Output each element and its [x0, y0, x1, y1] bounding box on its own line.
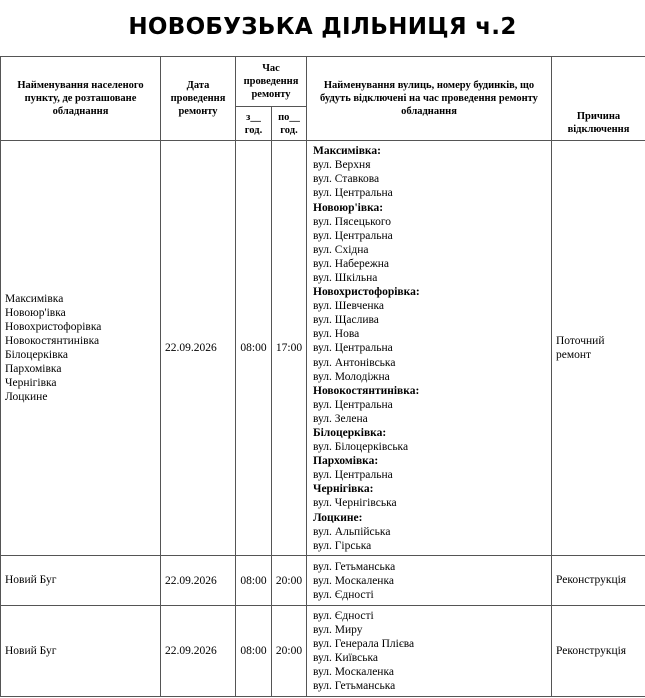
settlement-cell	[1, 606, 161, 697]
settlement-name: Новоюр'івка	[5, 306, 66, 319]
time-to-cell: 20:00	[272, 606, 307, 697]
street-name: вул. Ставкова	[313, 173, 380, 186]
locality-heading: Лоцкине:	[313, 511, 363, 524]
street-name: вул. Щаслива	[313, 314, 379, 327]
street-name: вул. Москаленка	[313, 666, 394, 679]
date-cell: 22.09.2026	[161, 606, 236, 697]
header-streets: Найменування вулиць, номеру будинків, що будуть відключені на час проведення ремонту обладнання	[307, 57, 552, 141]
locality-heading: Новокостянтинівка:	[313, 384, 420, 397]
street-name: вул. Київська	[313, 652, 379, 665]
time-from-cell: 08:00	[236, 556, 272, 606]
settlement-name: Лоцкине	[5, 391, 48, 404]
street-name: вул. Центральна	[313, 469, 393, 482]
locality-heading: Новоюр'івка:	[313, 201, 384, 214]
time-to-cell: 17:00	[272, 141, 307, 556]
street-name: вул. Східна	[313, 243, 369, 256]
table-row	[1, 556, 645, 606]
header-reason: Причина відключення	[552, 107, 645, 141]
street-name: вул. Шкільна	[313, 271, 378, 284]
street-name: вул. Антонівська	[313, 356, 396, 369]
street-name: вул. Шевченка	[313, 300, 385, 313]
time-to-cell: 20:00	[272, 556, 307, 606]
settlement-name: Новий Буг	[5, 574, 57, 587]
settlement-name: Новохристофорівка	[5, 320, 102, 333]
streets-cell	[307, 606, 552, 697]
street-name: вул. Центральна	[313, 187, 393, 200]
street-name: вул. Чернігівська	[313, 497, 397, 510]
settlement-cell	[1, 556, 161, 606]
locality-heading: Пархомівка:	[313, 455, 379, 468]
streets-cell	[307, 141, 552, 556]
table-row	[1, 606, 645, 697]
table-row	[1, 141, 645, 556]
street-name: вул. Набережна	[313, 257, 390, 270]
locality-heading: Новохристофорівка:	[313, 286, 420, 299]
settlement-name: Чернігівка	[5, 377, 57, 390]
header-date: Дата проведення ремонту	[161, 57, 236, 141]
outage-schedule-table	[0, 56, 645, 697]
street-name: вул. Центральна	[313, 229, 393, 242]
page-title: НОВОБУЗЬКА ДІЛЬНИЦЯ ч.2	[128, 14, 517, 40]
street-name: вул. Центральна	[313, 342, 393, 355]
reason-cell: Поточний ремонт	[552, 141, 645, 556]
street-name: вул. Гетьманська	[313, 560, 396, 573]
settlement-name: Новокостянтинівка	[5, 334, 100, 347]
street-name: вул. Верхня	[313, 159, 371, 172]
street-name: вул. Єдності	[313, 610, 374, 622]
streets-cell	[307, 556, 552, 606]
settlement-name: Новий Буг	[5, 644, 57, 657]
street-name: вул. Нова	[313, 328, 360, 341]
street-name: вул. Генерала Плієва	[313, 638, 415, 651]
street-name: вул. Альпійська	[313, 525, 391, 538]
header-time: Час проведення ремонту	[236, 57, 307, 107]
street-name: вул. Єдності	[313, 589, 374, 602]
date-cell: 22.09.2026	[161, 556, 236, 606]
reason-cell: Реконструкція	[552, 556, 645, 606]
settlement-name: Максимівка	[5, 292, 64, 305]
date-cell: 22.09.2026	[161, 141, 236, 556]
locality-heading: Чернігівка:	[313, 483, 374, 496]
street-name: вул. Гетьманська	[313, 680, 396, 693]
reason-cell: Реконструкція	[552, 606, 645, 697]
header-settlement: Найменування населеного пункту, де розташоване обладнання	[1, 57, 161, 141]
time-from-cell: 08:00	[236, 141, 272, 556]
locality-heading: Білоцерківка:	[313, 427, 387, 440]
locality-heading: Максимівка:	[313, 145, 381, 158]
header-from: з__ год.	[236, 107, 272, 141]
settlement-name: Пархомівка	[5, 363, 62, 376]
street-name: вул. Білоцерківська	[313, 441, 409, 454]
street-name: вул. Центральна	[313, 398, 393, 411]
settlement-name: Білоцерківка	[5, 349, 69, 361]
time-from-cell: 08:00	[236, 606, 272, 697]
street-name: вул. Пясецького	[313, 215, 392, 228]
header-blank	[552, 57, 645, 107]
settlement-cell	[1, 141, 161, 556]
street-name: вул. Гірська	[313, 539, 372, 552]
street-name: вул. Молодіжна	[313, 370, 390, 383]
street-name: вул. Москаленка	[313, 574, 394, 587]
street-name: вул. Миру	[313, 624, 363, 637]
header-to: по__ год.	[272, 107, 307, 141]
street-name: вул. Зелена	[313, 412, 368, 425]
